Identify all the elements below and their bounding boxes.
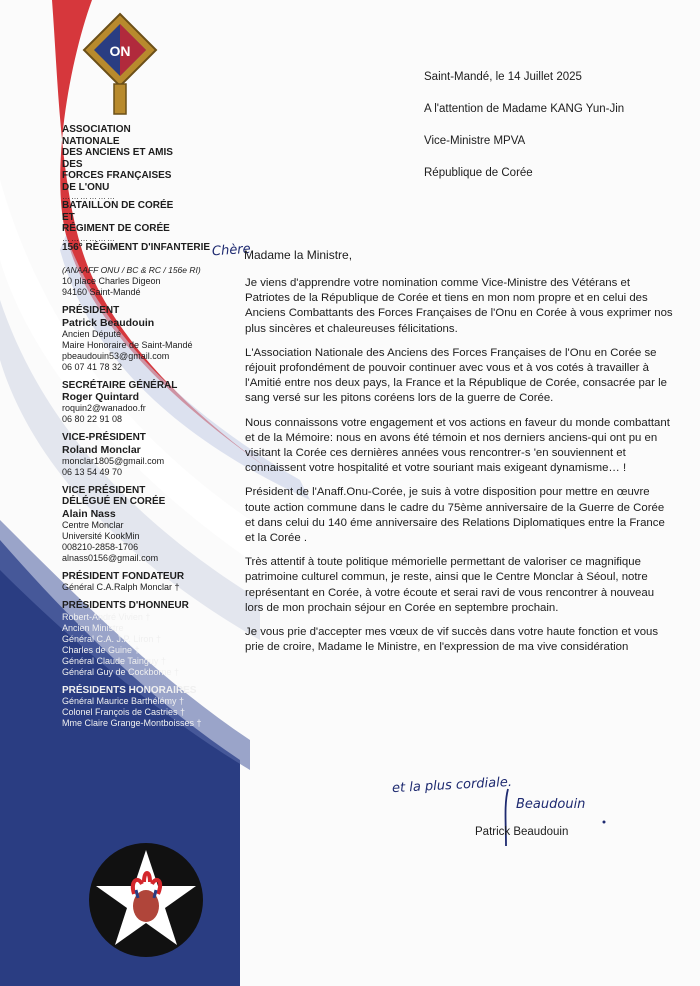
officer-name: Roger Quintard — [62, 391, 140, 403]
association-line: ASSOCIATION — [62, 124, 131, 135]
attention-line: A l'attention de Madame KANG Yun-Jin — [424, 103, 625, 115]
officer-email: roquin2@wanadoo.fr — [62, 403, 146, 413]
officer-honorary-presidents — [62, 600, 252, 678]
officer-phone: 06 13 54 49 70 — [62, 466, 123, 477]
indianhead-star-emblem-icon — [86, 840, 206, 960]
officer-role: PRÉSIDENT FONDATEUR — [62, 570, 185, 582]
officer-line: Général C.A.Ralph Monclar † — [62, 582, 180, 592]
letterhead-sidebar — [62, 124, 252, 736]
battalion-line: BATAILLON DE CORÉE — [62, 200, 174, 211]
officer-line: Ancien Ministre — [62, 622, 124, 633]
association-line: FORCES FRANÇAISES — [62, 170, 172, 181]
officer-line: Mme Claire Grange-Montboisses † — [62, 718, 202, 728]
officer-line: Université KookMin — [62, 530, 140, 541]
officer-phone: 008210-2858-1706 — [62, 541, 139, 552]
officer-line: Général Claude Tainguy † — [62, 655, 166, 666]
officer-role: PRÉSIDENTS HONORAIRES — [62, 684, 197, 696]
officer-phone: 06 80 22 91 08 — [62, 414, 123, 424]
address-line: 94160 Saint-Mandé — [62, 287, 141, 297]
paragraph: Très attentif à toute politique mémorielle permettant de valoriser ce magnifique patrimoine culturel commun, je reste, ainsi que le Centre Monclar à Séoul, notre représentant en Corée, à votre écoute et serai ravi de vous rencontrer à nouveau lors de mon prochain séjour en Corée en septembre prochain. — [245, 556, 655, 614]
officer-line: Charles de Guine † — [62, 644, 140, 655]
officer-role: SECRÉTAIRE GÉNÉRAL — [62, 379, 178, 391]
signature-mark — [476, 784, 616, 854]
separator-dots: ……………… — [62, 233, 116, 243]
letter-body — [245, 276, 673, 664]
officer-line: Général Maurice Barthélémy † — [62, 696, 185, 706]
officer-line: Colonel François de Castries † — [62, 707, 186, 717]
officer-honorary — [62, 685, 252, 730]
paragraph: Je viens d'apprendre votre nomination comme Vice-Ministre des Vétérans et Patriotes de la République de Corée et tiens en mon nom propre et en celui des Anciens Combattants des Forces Françaises de l'Onu en Corée à vous exprimer nos plus sincères et chaleureuses félicitations. — [245, 277, 673, 335]
officer-vice-president — [62, 432, 252, 478]
place-date: Saint-Mandé, le 14 Juillet 2025 — [424, 71, 582, 83]
recipient-country: République de Corée — [424, 167, 533, 179]
officer-line: Maire Honoraire de Saint-Mandé — [62, 339, 193, 350]
letter-header — [424, 70, 684, 198]
recipient-title: Vice-Ministre MPVA — [424, 135, 526, 147]
association-line: DES — [62, 158, 83, 170]
officer-role: VICE-PRÉSIDENT — [62, 432, 146, 443]
officer-president — [62, 305, 252, 373]
separator-dots: ……………… — [62, 192, 116, 201]
officer-role: VICE PRÉSIDENT DÉLÉGUÉ EN CORÉE — [62, 484, 166, 507]
paragraph: Nous connaissons votre engagement et vos actions en faveur du monde combattant et de la Mémoire: nous en avons été témoin et nos derniers anciens-qui ont pu en visitant la Corée ces dernières années vous rencontrer-s 'en souviennent et connaissent votre hospitalité et votre souriant mais exigeant dynamisme… ! — [245, 416, 670, 475]
officer-secretary — [62, 380, 252, 426]
officer-line: Ancien Député — [62, 328, 122, 339]
association-line: DES ANCIENS ET AMIS — [62, 147, 173, 158]
infantry-line: 156° RÉGIMENT D'INFANTERIE — [62, 241, 211, 253]
officer-delegate-korea — [62, 485, 252, 564]
officer-role: PRÉSIDENTS D'HONNEUR — [62, 600, 189, 611]
association-line: DE L'ONU — [62, 181, 110, 193]
address-block — [62, 265, 252, 298]
signer-name: Patrick Beaudouin — [475, 826, 569, 838]
association-line: NATIONALE — [62, 135, 120, 147]
battalion-line: RÉGIMENT DE CORÉE — [62, 223, 170, 234]
officer-email: pbeaudouin53@gmail.com — [62, 350, 170, 361]
officer-role: PRÉSIDENT — [62, 305, 120, 316]
association-name — [62, 124, 252, 253]
officer-phone: 06 07 41 78 32 — [62, 361, 123, 372]
officer-line: Général Guy de Cockborne † — [62, 666, 180, 677]
officer-email: monclar1805@gmail.com — [62, 455, 165, 466]
officer-line: Centre Monclar — [62, 519, 124, 530]
logo-text: ON — [109, 43, 131, 59]
paragraph: L'Association Nationale des Anciens des Forces Françaises de l'Onu en Corée se réjouit profondément de pouvoir continuer avec vous et à vos cotés à travailler à l'Amitié entre nos deux pays, la France et la République de Corée, consacrée par le sang versé sur les pitons coréens lors de la guerre de Corée. — [245, 346, 667, 405]
salutation: Madame la Ministre, — [244, 248, 353, 262]
onu-insignia-icon — [80, 10, 160, 120]
handwritten-closing: et la plus cordiale. — [391, 774, 513, 797]
abbreviation: (ANAAFF ONU / BC & RC / 156e RI) — [62, 265, 201, 275]
officer-email: alnass0156@gmail.com — [62, 552, 159, 563]
officer-name: Alain Nass — [62, 507, 116, 520]
officer-name: Roland Monclar — [62, 443, 141, 456]
officer-founder — [62, 571, 252, 594]
address-line: 10 place Charles Digeon — [62, 276, 161, 286]
officer-line: Général C.A. J.P. Liron † — [62, 633, 161, 644]
officer-name: Patrick Beaudouin — [62, 316, 155, 329]
handwritten-cher: Chère — [211, 241, 252, 260]
battalion-line: ET — [62, 211, 75, 223]
paragraph: Je vous prie d'accepter mes vœux de vif succès dans votre haute fonction et vous prie de croire, Madame le Ministre, en l'expression de ma vive considération — [245, 626, 659, 654]
paragraph: Président de l'Anaff.Onu-Corée, je suis à votre disposition pour mettre en œuvre toute action commune dans le cadre du 75ème anniversaire de la Guerre de Corée et dans celui du 140 éme anniversaire des Relations Diplomatiques entre la France et la Corée . — [245, 486, 665, 545]
signature-text: Beaudouin — [516, 797, 586, 812]
officer-line: Robert-André Vivien † — [62, 611, 151, 622]
